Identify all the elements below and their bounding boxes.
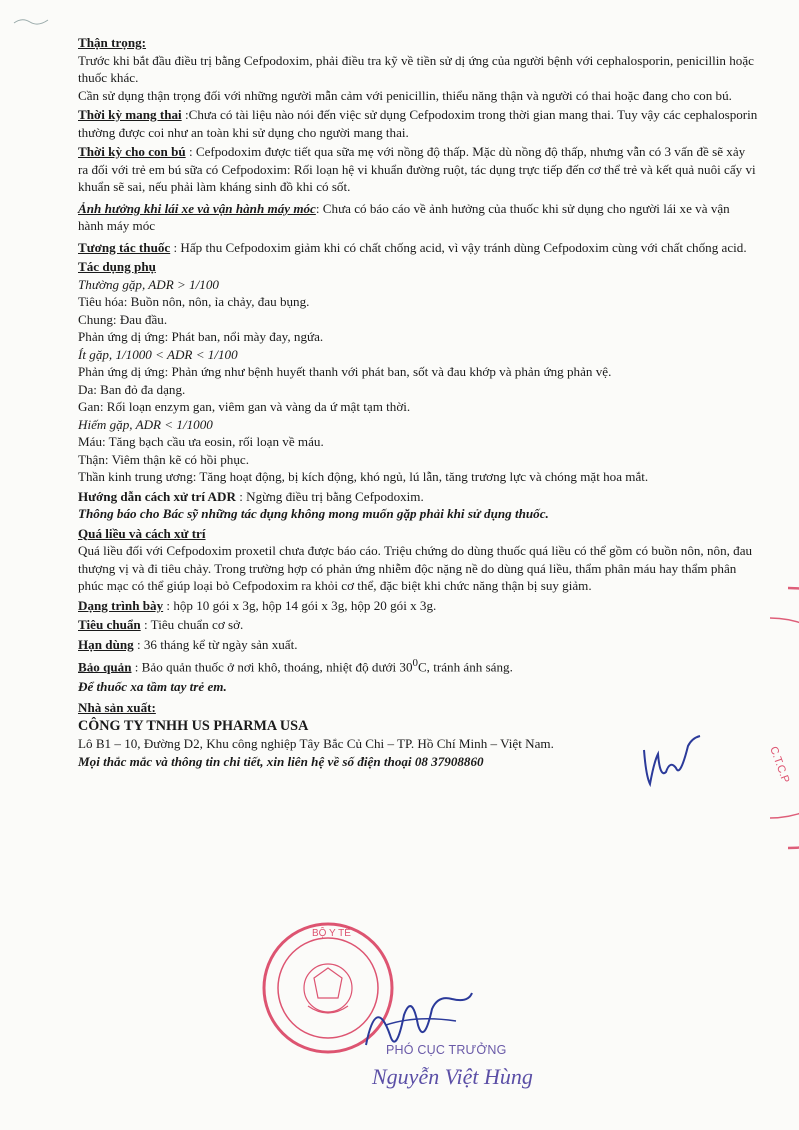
shelf-life-section (78, 636, 758, 654)
breastfeeding-heading: Thời kỳ cho con bú (78, 144, 186, 159)
initial-signature-icon (640, 732, 710, 792)
storage-text-after: C, tránh ánh sáng. (417, 659, 513, 675)
presentation-heading: Dạng trình bày (78, 597, 164, 613)
interactions-heading: Tương tác thuốc (78, 239, 171, 255)
scan-mark-icon (12, 14, 52, 28)
side-effects-heading: Tác dụng phụ (78, 259, 156, 274)
uncommon-item: Phản ứng dị ứng: Phản ứng như bệnh huyết thanh với phát ban, sốt và đau khớp và phản ứng phản vệ. (78, 364, 612, 379)
children-warning: Để thuốc xa tầm tay trẻ em. (78, 678, 227, 694)
adr-handling-heading: Hướng dẫn cách xử trí ADR (78, 488, 236, 504)
shelf-life-heading: Hạn dùng (78, 636, 134, 652)
uncommon-item: Gan: Rối loạn enzym gan, viêm gan và vàng da ứ mật tạm thời. (78, 399, 411, 414)
precautions-section (78, 34, 758, 104)
driving-heading: Ảnh hưởng khi lái xe và vận hành máy móc (78, 200, 316, 216)
precautions-text-2: Cần sử dụng thận trọng đối với những người mẫn cảm với penicillin, thiểu năng thận và người có thai hoặc đang cho con bú. (78, 87, 732, 103)
standard-section (78, 616, 758, 634)
side-stamp-text: C.T.C.P (767, 744, 792, 785)
breastfeeding-text: : Cefpodoxim được tiết qua sữa mẹ với nồng độ thấp. Mặc dù nồng độ thấp, nhưng vẫn có 3 vấn đề sẽ xảy ra đối với trẻ em bú sữa có Cefpodoxim: Rối loạn hệ vi khuẩn đường ruột, tác dụng trực tiếp đến cơ thể trẻ và kết quả nuôi cấy vi khuẩn sẽ sai, nếu phải làm kháng sinh đồ khi có sốt. (78, 144, 756, 194)
pregnancy-heading: Thời kỳ mang thai (78, 107, 182, 122)
pregnancy-section (78, 106, 758, 141)
pregnancy-text: :Chưa có tài liệu nào nói đến việc sử dụng Cefpodoxim trong thời gian mang thai. Tuy vậy các cephalosporin thường được coi như an toàn khi sử dụng cho người mang thai. (78, 107, 758, 140)
common-item: Chung: Đau đầu. (78, 311, 168, 327)
side-stamp (718, 578, 799, 858)
adr-handling-text: : Ngừng điều trị bằng Cefpodoxim. (235, 488, 424, 504)
company-name: CÔNG TY TNHH US PHARMA USA (78, 717, 309, 734)
rare-item: Máu: Tăng bạch cầu ưa eosin, rối loạn về máu. (78, 434, 324, 449)
signatory-title: PHÓ CỤC TRƯỞNG (386, 1043, 507, 1057)
contact-line: Mọi thắc mắc và thông tin chi tiết, xin liên hệ về số điện thoại 08 37908860 (78, 753, 484, 769)
degree-sup: 0 (412, 657, 418, 669)
overdose-text: Quá liều đối với Cefpodoxim proxetil chưa được báo cáo. Triệu chứng do dùng thuốc quá liều có thể gồm có buồn nôn, nôn, đau thượng vị và đi tiêu chảy. Trong trường hợp có phản ứng nhiễm độc nặng nề do dùng quá liều, thẩm phân máu hay thẩm phân phúc mạc có thể giúp loại bỏ Cefpodoxim ra khỏi cơ thể, đặc biệt khi chức năng thận bị suy giảm. (78, 543, 753, 593)
driving-section (78, 200, 758, 235)
uncommon-label: Ít gặp, 1/1000 < ADR < 1/100 (78, 346, 238, 362)
overdose-heading: Quá liều và cách xử trí (78, 525, 206, 541)
presentation-text: : hộp 10 gói x 3g, hộp 14 gói x 3g, hộp 20 gói x 3g. (163, 597, 437, 613)
adr-handling-section (78, 488, 758, 523)
standard-text: : Tiêu chuẩn cơ sở. (140, 617, 244, 632)
interactions-section (78, 239, 758, 257)
interactions-text: : Hấp thu Cefpodoxim giảm khi có chất chống acid, vì vậy tránh dùng Cefpodoxim cùng với chất chống acid. (170, 239, 747, 255)
company-address: Lô B1 – 10, Đường D2, Khu công nghiệp Tây Bắc Củ Chi – TP. Hồ Chí Minh – Việt Nam. (78, 736, 554, 752)
rare-item: Thần kinh trung ương: Tăng hoạt động, bị kích động, khó ngủ, lú lẫn, tăng trương lực và chóng mặt hoa mắt. (78, 469, 649, 484)
document-body (78, 34, 758, 770)
storage-text: : Bảo quản thuốc ở nơi khô, thoáng, nhiệt độ dưới 30 (131, 659, 413, 675)
signatory-name: Nguyễn Việt Hùng (372, 1064, 533, 1089)
precautions-heading: Thận trọng: (78, 35, 147, 50)
common-item: Phản ứng dị ứng: Phát ban, nổi mày đay, ngứa. (78, 329, 324, 344)
adr-notice: Thông báo cho Bác sỹ những tác dụng không mong muốn gặp phải khi sử dụng thuốc. (78, 506, 549, 521)
uncommon-item: Da: Ban đỏ đa dạng. (78, 381, 186, 397)
overdose-section (78, 525, 758, 595)
standard-heading: Tiêu chuẩn (78, 617, 141, 632)
rare-item: Thận: Viêm thận kẽ có hồi phục. (78, 451, 249, 467)
presentation-section (78, 597, 758, 615)
driving-text: : Chưa có báo cáo về ảnh hưởng của thuốc khi sử dụng cho người lái xe và vận hành máy móc (78, 200, 730, 233)
common-item: Tiêu hóa: Buồn nôn, nôn, ỉa chảy, đau bụng. (78, 294, 310, 309)
storage-heading: Bảo quản (78, 659, 132, 675)
breastfeeding-section (78, 143, 758, 196)
precautions-text-1: Trước khi bắt đầu điều trị bằng Cefpodoxim, phải điều tra kỹ về tiền sử dị ứng của người bệnh với cephalosporin, penicillin hoặc thuốc khác. (78, 52, 754, 85)
manufacturer-heading: Nhà sản xuất: (78, 700, 156, 716)
side-effects-section (78, 258, 758, 486)
rare-label: Hiếm gặp, ADR < 1/1000 (78, 416, 213, 432)
stamp-ring-text: BỘ Y TẾ (312, 928, 351, 939)
storage-section (78, 655, 758, 676)
shelf-life-text: : 36 tháng kể từ ngày sản xuất. (133, 636, 298, 652)
common-label: Thường gặp, ADR > 1/100 (78, 276, 219, 292)
